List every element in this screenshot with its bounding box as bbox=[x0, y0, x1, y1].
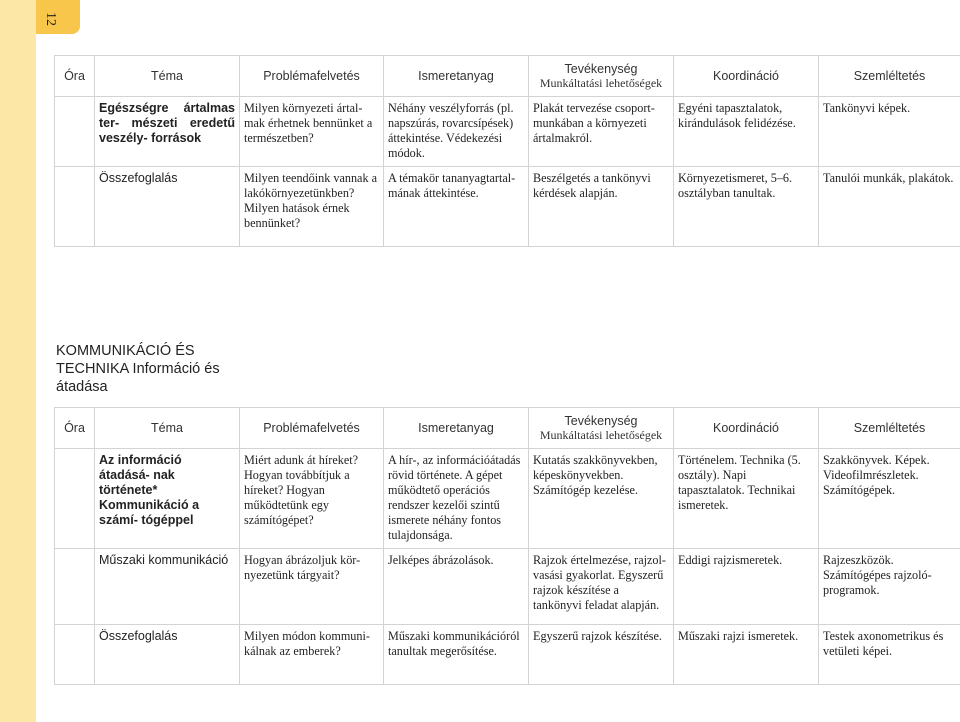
cell-szemleltetes: Testek axonometrikus és vetületi képei. bbox=[819, 625, 960, 685]
page-number: 12 bbox=[43, 12, 58, 26]
cell-ismeret: A hír-, az információátadás rövid története. A gépet működtető operációs rendszer kezelői szintű ismerete néhány fontos tulajdonsága. bbox=[384, 449, 529, 549]
header-tema: Téma bbox=[95, 56, 240, 97]
cell-problema: Hogyan ábrázoljuk kör- nyezetünk tárgyait? bbox=[240, 549, 384, 625]
cell-tevekenyseg: Kutatás szakkönyvekben, képeskönyvekben. Számítógép kezelése. bbox=[529, 449, 674, 549]
cell-szemleltetes: Tanulói munkák, plakátok. bbox=[819, 167, 960, 247]
cell-problema: Miért adunk át híreket? Hogyan továbbítjuk a híreket? Hogyan működtetünk egy számítógépet? bbox=[240, 449, 384, 549]
cell-szemleltetes: Szakkönyvek. Képek. Videofilmrészletek. Számítógépek. bbox=[819, 449, 960, 549]
cell-tema: Az információ átadásá- nak története* Kommunikáció a számí- tógéppel bbox=[95, 449, 240, 549]
header-szemleltetes: Szemléltetés bbox=[819, 408, 960, 449]
cell-problema: Milyen módon kommuni- kálnak az emberek? bbox=[240, 625, 384, 685]
cell-koordinacio: Műszaki rajzi ismeretek. bbox=[674, 625, 819, 685]
cell-tema: Összefoglalás bbox=[95, 625, 240, 685]
header-szemleltetes: Szemléltetés bbox=[819, 56, 960, 97]
cell-ismeret: A témakör tananyagtartal- mának áttekintése. bbox=[384, 167, 529, 247]
table-row bbox=[55, 97, 960, 167]
table-header-row bbox=[55, 408, 960, 449]
header-problema: Problémafelvetés bbox=[240, 56, 384, 97]
header-tevekenyseg-sub: Munkáltatási lehetőségek bbox=[539, 76, 663, 90]
header-koordinacio: Koordináció bbox=[674, 408, 819, 449]
header-tevekenyseg-main: Tevékenység bbox=[564, 414, 638, 428]
cell-tevekenyseg: Rajzok értelmezése, rajzol- vasási gyakorlat. Egyszerű rajzok készítése a tankönyvi feladat alapján. bbox=[529, 549, 674, 625]
header-tevekenyseg bbox=[529, 56, 674, 97]
header-ora: Óra bbox=[55, 408, 95, 449]
header-koordinacio: Koordináció bbox=[674, 56, 819, 97]
cell-tevekenyseg: Beszélgetés a tankönyvi kérdések alapján. bbox=[529, 167, 674, 247]
curriculum-table-1 bbox=[54, 55, 960, 247]
cell-szemleltetes: Tankönyvi képek. bbox=[819, 97, 960, 167]
cell-problema: Milyen teendőink vannak a lakókörnyezetünkben? Milyen hatások érnek bennünket? bbox=[240, 167, 384, 247]
cell-koordinacio: Egyéni tapasztalatok, kirándulások felidézése. bbox=[674, 97, 819, 167]
table-header-row bbox=[55, 56, 960, 97]
cell-problema: Milyen környezeti ártal- mak érhetnek bennünket a természetben? bbox=[240, 97, 384, 167]
header-tevekenyseg-main: Tevékenység bbox=[564, 62, 638, 76]
cell-ismeret: Jelképes ábrázolások. bbox=[384, 549, 529, 625]
curriculum-table-2 bbox=[54, 407, 960, 685]
table-row bbox=[55, 549, 960, 625]
header-problema: Problémafelvetés bbox=[240, 408, 384, 449]
cell-tema: Műszaki kommunikáció bbox=[95, 549, 240, 625]
cell-koordinacio: Történelem. Technika (5. osztály). Napi tapasztalatok. Technikai ismeretek. bbox=[674, 449, 819, 549]
table-row bbox=[55, 449, 960, 549]
table-row bbox=[55, 167, 960, 247]
cell-tevekenyseg: Egyszerű rajzok készítése. bbox=[529, 625, 674, 685]
cell-koordinacio: Környezetismeret, 5–6. osztályban tanultak. bbox=[674, 167, 819, 247]
cell-szemleltetes: Rajzeszközök. Számítógépes rajzoló- programok. bbox=[819, 549, 960, 625]
header-ismeret: Ismeretanyag bbox=[384, 56, 529, 97]
cell-tema: Összefoglalás bbox=[95, 167, 240, 247]
header-ora: Óra bbox=[55, 56, 95, 97]
header-ismeret: Ismeretanyag bbox=[384, 408, 529, 449]
section-title: KOMMUNIKÁCIÓ ÉS TECHNIKA Információ és átadása bbox=[56, 343, 220, 395]
page-sidebar bbox=[0, 0, 36, 722]
cell-ora bbox=[55, 97, 95, 167]
cell-ismeret: Néhány veszélyforrás (pl. napszúrás, rovarcsípések) áttekintése. Védekezési módok. bbox=[384, 97, 529, 167]
cell-ora bbox=[55, 167, 95, 247]
cell-ismeret: Műszaki kommunikációról tanultak megerősítése. bbox=[384, 625, 529, 685]
cell-ora bbox=[55, 549, 95, 625]
cell-koordinacio: Eddigi rajzismeretek. bbox=[674, 549, 819, 625]
cell-ora bbox=[55, 625, 95, 685]
cell-ora bbox=[55, 449, 95, 549]
cell-tema: Egészségre ártalmas ter- mészeti eredetű veszély- források bbox=[95, 97, 240, 167]
cell-tevekenyseg: Plakát tervezése csoport- munkában a környezeti ártalmakról. bbox=[529, 97, 674, 167]
header-tevekenyseg bbox=[529, 408, 674, 449]
header-tema: Téma bbox=[95, 408, 240, 449]
table-row bbox=[55, 625, 960, 685]
header-tevekenyseg-sub: Munkáltatási lehetőségek bbox=[539, 428, 663, 442]
